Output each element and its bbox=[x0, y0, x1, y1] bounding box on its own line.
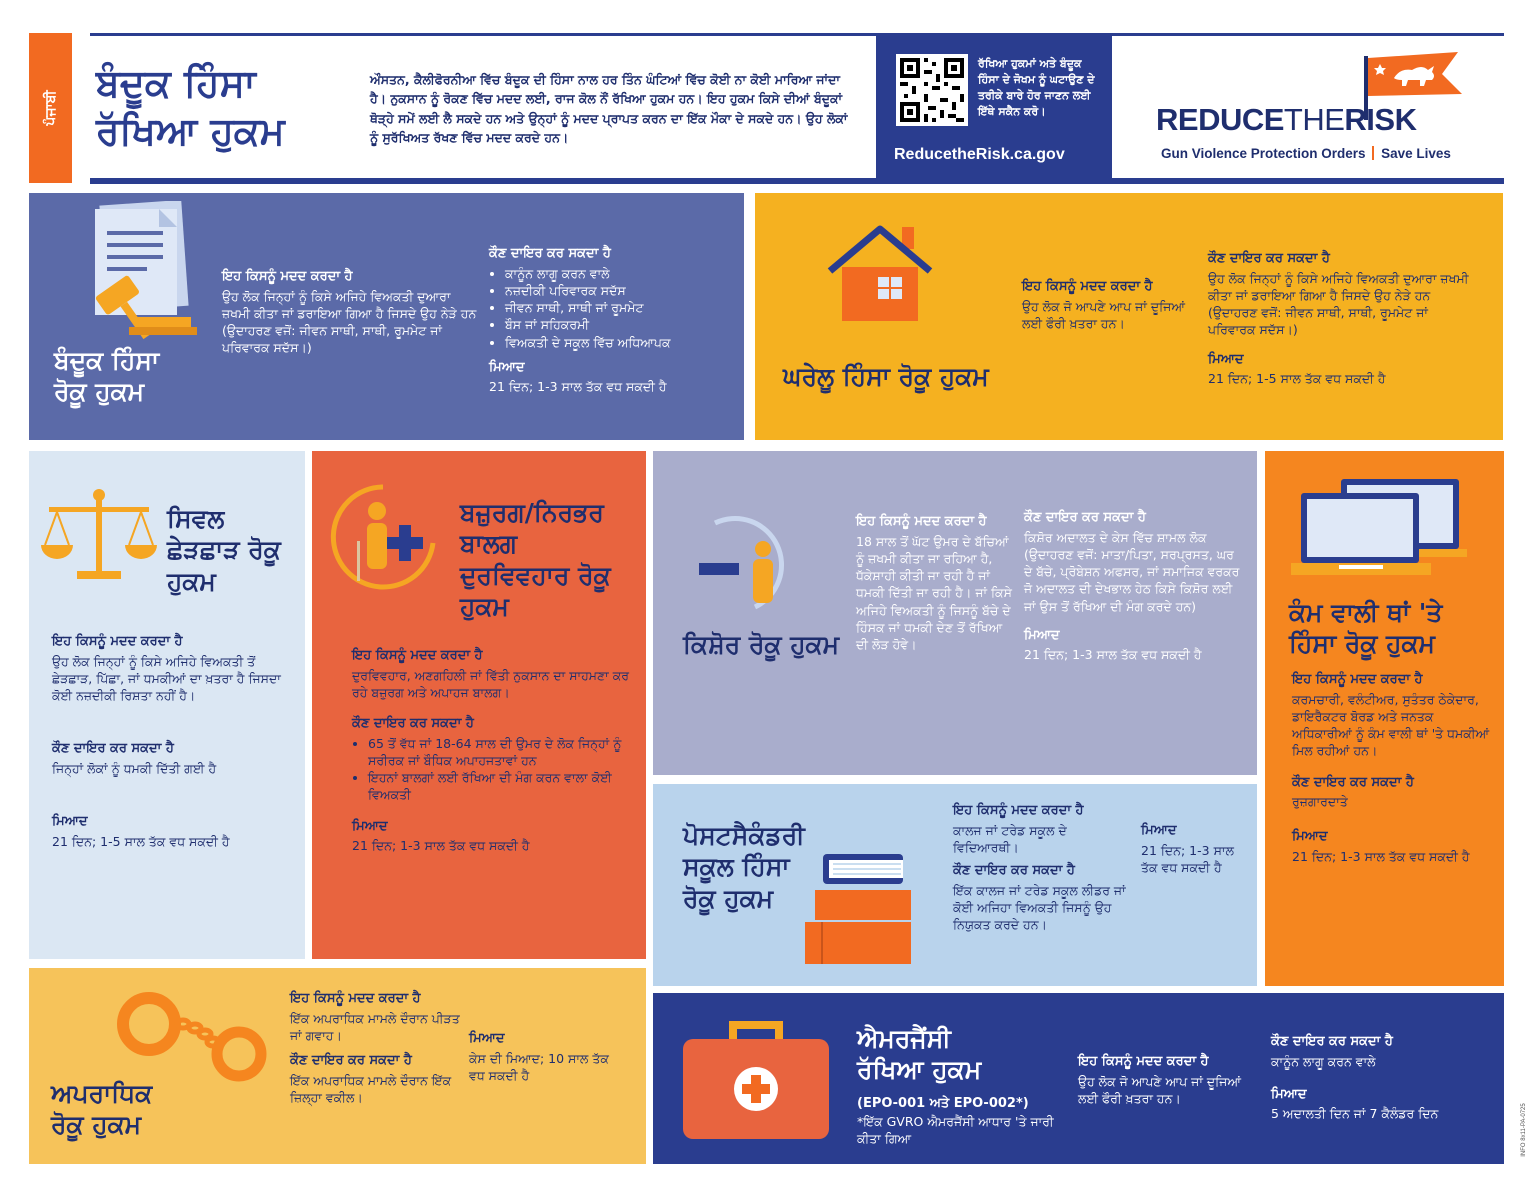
first-aid-kit-icon bbox=[681, 1015, 831, 1145]
house-icon bbox=[820, 223, 940, 323]
site-url-link[interactable]: ReducetheRisk.ca.gov bbox=[894, 146, 1065, 163]
helps-label: ਇਹ ਕਿਸਨੂੰ ਮਦਦ ਕਰਦਾ ਹੈ bbox=[222, 269, 353, 284]
term-label: ਮਿਆਦ bbox=[52, 814, 88, 830]
intro-paragraph: ਔਸਤਨ, ਕੈਲੀਫੋਰਨੀਆ ਵਿੱਚ ਬੰਦੂਕ ਦੀ ਹਿੰਸਾ ਨਾਲ ਹਰ ਤਿੰਨ ਘੰਟਿਆਂ ਵਿੱਚ ਕੋਈ ਨਾ ਕੋਈ ਮਾਰਿਆ ਜਾਂਦਾ ਹੈ। ਨੁਕਸਾਨ ਨੂੰ ਰੋਕਣ ਵਿੱਚ ਮਦਦ ਲਈ, ਰਾਜ ਕੋਲ ਨੌਂ ਰੱਖਿਆ ਹੁਕਮ ਹਨ। ਇਹ ਹੁਕਮ ਕਿਸੇ ਦੀਆਂ ਬੰਦੂਕਾਂ ਥੋੜ੍ਹੇ ਸਮੇਂ ਲਈ ਲੈ ਸਕਦੇ ਹਨ ਅਤੇ ਉਨ੍ਹਾਂ ਨੂੰ ਮਦਦ ਪ੍ਰਾਪਤ ਕਰਨ ਦਾ ਇੱਕ ਮੌਕਾ ਦੇ ਸਕਦੇ ਹਨ। ਉਹ ਲੋਕਾਂ ਨੂੰ ਸੁਰੱਖਿਅਤ ਰੱਖਣ ਵਿੱਚ ਮਦਦ ਕਰਦੇ ਹਨ। bbox=[370, 72, 848, 146]
card-title-line1: ਬੰਦੂਕ ਹਿੰਸਾ bbox=[54, 346, 160, 375]
term-text: 21 ਦਿਨ; 1-3 ਸਾਲ ਤੱਕ ਵਧ ਸਕਦੀ ਹੈ bbox=[489, 379, 667, 395]
card-title-line3: ਦੁਰਵਿਵਹਾਰ ਰੋਕੂ bbox=[460, 560, 611, 590]
who-item: • ਇਹਨਾਂ ਬਾਲਗਾਂ ਲਈ ਰੱਖਿਆ ਦੀ ਮੰਗ ਕਰਨ ਵਾਲਾ ਕੋਈ ਵਿਅਕਤੀ bbox=[368, 769, 632, 804]
who-label: ਕੌਣ ਦਾਇਰ ਕਰ ਸਕਦਾ ਹੈ bbox=[1024, 510, 1146, 525]
helps-text: 18 ਸਾਲ ਤੋਂ ਘੱਟ ਉਮਰ ਦੇ ਬੱਚਿਆਂ ਨੂੰ ਜ਼ਖਮੀ ਕੀਤਾ ਜਾ ਰਹਿਆ ਹੈ, ਧੱਕੇਸ਼ਾਹੀ ਕੀਤੀ ਜਾ ਰਹੀ ਹੈ ਜਾਂ ਧਮਕੀ ਦਿੱਤੀ ਜਾ ਰਹੀ ਹੈ। ਜਾਂ ਕਿਸੇ ਅਜਿਹੇ ਵਿਅਕਤੀ ਨੂੰ ਜਿਸਨੂੰ ਬੱਚੇ ਦੇ ਹਿੰਸਕ ਜਾਂ ਧਮਕੀ ਦੇਣ ਤੋਂ ਰੱਖਿਆ ਦੀ ਲੋੜ ਹੋਵੇ। bbox=[856, 533, 1012, 653]
who-item: • ਜੀਵਨ ਸਾਥੀ, ਸਾਥੀ ਜਾਂ ਰੂਮਮੇਟ bbox=[505, 299, 734, 316]
helps-label: ਇਹ ਕਿਸਨੂੰ ਮਦਦ ਕਰਦਾ ਹੈ bbox=[953, 803, 1084, 818]
who-text: ਰੁਜ਼ਗਾਰਦਾਤੇ bbox=[1292, 794, 1348, 810]
epo-form-numbers: (EPO-001 ਅਤੇ EPO-002*) bbox=[857, 1096, 1029, 1111]
header-top-rule bbox=[90, 33, 1504, 36]
who-label: ਕੌਣ ਦਾਇਰ ਕਰ ਸਕਦਾ ਹੈ bbox=[1292, 774, 1414, 790]
term-label: ਮਿਆਦ bbox=[469, 1031, 505, 1046]
helps-text: ਇੱਕ ਅਪਰਾਧਿਕ ਮਾਮਲੇ ਦੌਰਾਨ ਪੀੜਤ ਜਾਂ ਗਵਾਹ। bbox=[290, 1010, 460, 1043]
elder-person-icon bbox=[327, 481, 447, 601]
page-title bbox=[96, 60, 346, 155]
helps-label: ਇਹ ਕਿਸਨੂੰ ਮਦਦ ਕਰਦਾ ਹੈ bbox=[1292, 672, 1423, 687]
term-text: ਕੇਸ ਦੀ ਮਿਆਦ; 10 ਸਾਲ ਤੱਕ ਵਧ ਸਕਦੀ ਹੈ bbox=[469, 1050, 609, 1083]
document-gavel-icon bbox=[69, 201, 199, 341]
card-title-line1: ਸਿਵਲ bbox=[167, 504, 225, 533]
card-title-line2: ਹਿੰਸਾ ਰੋਕੂ ਹੁਕਮ bbox=[1289, 629, 1436, 659]
who-text: ਇੱਕ ਅਪਰਾਧਿਕ ਮਾਮਲੇ ਦੌਰਾਨ ਇੱਕ ਜ਼ਿਲ੍ਹਾ ਵਕੀਲ। bbox=[290, 1072, 452, 1105]
epo-note: *ਇੱਕ GVRO ਐਮਰਜੈਂਸੀ ਆਧਾਰ 'ਤੇ ਜਾਰੀ ਕੀਤਾ ਗਿਆ bbox=[857, 1113, 1054, 1146]
card-title-line3: ਰੋਕੂ ਹੁਕਮ bbox=[683, 883, 774, 913]
page-title-line1: ਬੰਦੂਕ ਹਿੰਸਾ bbox=[96, 61, 256, 105]
card-title-line2: ਸਕੂਲ ਹਿੰਸਾ bbox=[683, 852, 790, 882]
logo-the: THE bbox=[1283, 102, 1345, 137]
header-bottom-rule bbox=[90, 178, 1504, 184]
card-title-line1: ਕੰਮ ਵਾਲੀ ਥਾਂ 'ਤੇ bbox=[1289, 598, 1443, 627]
who-item: • ਨਜ਼ਦੀਕੀ ਪਰਿਵਾਰਕ ਸਦੱਸ bbox=[505, 282, 734, 299]
term-text: 21 ਦਿਨ; 1-5 ਸਾਲ ਤੱਕ ਵਧ ਸਕਦੀ ਹੈ bbox=[52, 833, 230, 849]
language-tab bbox=[29, 33, 72, 183]
who-label: ਕੌਣ ਦਾਇਰ ਕਰ ਸਕਦਾ ਹੈ bbox=[953, 863, 1075, 879]
card-title-line2: ਰੋਕੂ ਹੁਕਮ bbox=[51, 1110, 142, 1140]
card-title-line1: ਅਪਰਾਧਿਕ bbox=[51, 1079, 153, 1108]
who-item: • 65 ਤੋਂ ਵੱਧ ਜਾਂ 18-64 ਸਾਲ ਦੀ ਉਮਰ ਦੇ ਲੋਕ ਜਿਨ੍ਹਾਂ ਨੂੰ ਸਰੀਰਕ ਜਾਂ ਬੌਧਿਕ ਅਪਾਹਜਤਾਵਾਂ ਹਨ bbox=[368, 735, 632, 770]
term-label: ਮਿਆਦ bbox=[352, 818, 388, 834]
reduce-the-risk-logo bbox=[1150, 46, 1480, 176]
who-label: ਕੌਣ ਦਾਇਰ ਕਰ ਸਕਦਾ ਹੈ bbox=[352, 716, 474, 732]
helps-label: ਇਹ ਕਿਸਨੂੰ ਮਦਦ ਕਰਦਾ ਹੈ bbox=[1078, 1054, 1209, 1069]
term-text: 21 ਦਿਨ; 1-5 ਸਾਲ ਤੱਕ ਵਧ ਸਕਦੀ ਹੈ bbox=[1208, 371, 1386, 387]
card-title-line2: ਛੇੜਛਾੜ ਰੋਕੂ bbox=[167, 535, 281, 565]
helps-text: ਦੁਰਵਿਵਹਾਰ, ਅਣਗਹਿਲੀ ਜਾਂ ਵਿੱਤੀ ਨੁਕਸਾਨ ਦਾ ਸਾਹਮਣਾ ਕਰ ਰਹੇ ਬਜ਼ੁਰਗ ਅਤੇ ਅਪਾਹਜ ਬਾਲਗ। bbox=[352, 667, 629, 700]
card-emergency-protective-order bbox=[653, 993, 1504, 1164]
logo-reduce: REDUCE bbox=[1156, 102, 1284, 137]
card-title-line2: ਰੋਕੂ ਹੁਕਮ bbox=[54, 377, 145, 407]
who-label: ਕੌਣ ਦਾਇਰ ਕਰ ਸਕਦਾ ਹੈ bbox=[52, 741, 174, 757]
term-label: ਮਿਆਦ bbox=[489, 359, 525, 375]
card-title-line2: ਬਾਲਗ bbox=[460, 529, 518, 559]
laptops-icon bbox=[1285, 475, 1485, 585]
card-title-line1: ਪੋਸਟਸੈਕੰਡਰੀ bbox=[683, 821, 805, 850]
language-tab-label: ਪੰਜਾਬੀ bbox=[42, 90, 59, 126]
term-text: 21 ਦਿਨ; 1-3 ਸਾਲ ਤੱਕ ਵਧ ਸਕਦੀ ਹੈ bbox=[1292, 848, 1470, 864]
card-workplace-violence-restraining-order bbox=[1265, 451, 1504, 986]
logo-tagline-left: Gun Violence Protection Orders bbox=[1161, 146, 1366, 161]
term-text: 21 ਦਿਨ; 1-3 ਸਾਲ ਤੱਕ ਵਧ ਸਕਦੀ ਹੈ bbox=[1141, 842, 1234, 875]
scales-icon bbox=[39, 487, 159, 587]
card-postsecondary-school-violence-restraining-order bbox=[653, 784, 1257, 986]
books-icon bbox=[803, 852, 923, 972]
helps-label: ਇਹ ਕਿਸਨੂੰ ਮਦਦ ਕਰਦਾ ਹੈ bbox=[856, 514, 987, 529]
who-text: ਜਿਨ੍ਹਾਂ ਲੋਕਾਂ ਨੂੰ ਧਮਕੀ ਦਿੱਤੀ ਗਈ ਹੈ bbox=[52, 760, 217, 776]
card-criminal-protective-order bbox=[29, 968, 646, 1164]
card-title-line4: ਹੁਕਮ bbox=[460, 591, 509, 621]
who-item: • ਵਿਅਕਤੀ ਦੇ ਸਕੂਲ ਵਿੱਚ ਅਧਿਆਪਕ bbox=[505, 334, 734, 351]
logo-risk: RISK bbox=[1344, 102, 1417, 137]
card-title: ਕਿਸ਼ੋਰ ਰੋਕੂ ਹੁਕਮ bbox=[683, 630, 840, 659]
helps-text: ਉਹ ਲੋਕ ਜਿਨ੍ਹਾਂ ਨੂੰ ਕਿਸੇ ਅਜਿਹੇ ਵਿਅਕਤੀ ਦੁਆਰਾ ਜ਼ਖਮੀ ਕੀਤਾ ਜਾਂ ਡਰਾਇਆ ਗਿਆ ਹੈ ਜਿਸਦੇ ਉਹ ਨੇੜੇ ਹਨ (ਉਦਾਹਰਣ ਵਜੋਂ: ਜੀਵਨ ਸਾਥੀ, ਸਾਥੀ, ਰੂਮਮੇਟ ਜਾਂ ਪਰਿਵਾਰਕ ਸਦੱਸ।) bbox=[222, 288, 477, 356]
helps-text: ਕਰਮਚਾਰੀ, ਵਲੰਟੀਅਰ, ਸੁਤੰਤਰ ਠੇਕੇਦਾਰ, ਡਾਇਰੈਕਟਰ ਬੋਰਡ ਅਤੇ ਜਨਤਕ ਅਧਿਕਾਰੀਆਂ ਨੂੰ ਕੰਮ ਵਾਲੀ ਥਾਂ 'ਤੇ ਧਮਕੀਆਂ ਮਿਲ ਰਹੀਆਂ ਹਨ। bbox=[1292, 691, 1490, 759]
page-title-line2: ਰੱਖਿਆ ਹੁਕਮ bbox=[96, 108, 285, 153]
who-label: ਕੌਣ ਦਾਇਰ ਕਰ ਸਕਦਾ ਹੈ bbox=[290, 1053, 412, 1069]
card-juvenile-restraining-order bbox=[653, 451, 1257, 775]
juvenile-person-icon bbox=[695, 493, 795, 613]
term-text: 21 ਦਿਨ; 1-3 ਸਾਲ ਤੱਕ ਵਧ ਸਕਦੀ ਹੈ bbox=[1024, 647, 1202, 663]
document-code bbox=[1518, 1100, 1530, 1160]
who-label: ਕੌਣ ਦਾਇਰ ਕਰ ਸਕਦਾ ਹੈ bbox=[1208, 251, 1330, 266]
logo-tagline-right: Save Lives bbox=[1381, 146, 1451, 161]
helps-text: ਉਹ ਲੋਕ ਜੋ ਆਪਣੇ ਆਪ ਜਾਂ ਦੂਜਿਆਂ ਲਈ ਫੌਰੀ ਖ਼ਤਰਾ ਹਨ। bbox=[1022, 298, 1185, 331]
helps-label: ਇਹ ਕਿਸਨੂੰ ਮਦਦ ਕਰਦਾ ਹੈ bbox=[290, 991, 421, 1006]
who-text: ਕਿਸ਼ੋਰ ਅਦਾਲਤ ਦੇ ਕੇਸ ਵਿੱਚ ਸ਼ਾਮਲ ਲੋਕ (ਉਦਾਹਰਣ ਵਜੋਂ: ਮਾਤਾ/ਪਿਤਾ, ਸਰਪ੍ਰਸਤ, ਘਰ ਦੇ ਬੱਚੇ, ਪ੍ਰੋਬੇਸ਼ਨ ਅਫਸਰ, ਜਾਂ ਸਮਾਜਿਕ ਵਰਕਰ ਜੋ ਅਦਾਲਤ ਦੀ ਦੇਖਭਾਲ ਹੇਠ ਕਿਸੇ ਕਿਸ਼ੋਰ ਲਈ ਜਾਂ ਉਸ ਤੋਂ ਰੱਖਿਆ ਦੀ ਮੰਗ ਕਰਦੇ ਹਨ) bbox=[1024, 529, 1240, 614]
card-civil-harassment-restraining-order bbox=[29, 451, 305, 959]
card-title-line1: ਬਜ਼ੁਰਗ/ਨਿਰਭਰ bbox=[460, 498, 604, 527]
term-label: ਮਿਆਦ bbox=[1271, 1086, 1307, 1102]
term-text: 5 ਅਦਾਲਤੀ ਦਿਨ ਜਾਂ 7 ਕੈਲੰਡਰ ਦਿਨ bbox=[1271, 1106, 1439, 1122]
term-label: ਮਿਆਦ bbox=[1024, 627, 1060, 643]
card-title-line1: ਐਮਰਜੈਂਸੀ bbox=[857, 1024, 951, 1053]
logo-tagline-divider bbox=[1372, 146, 1374, 160]
who-label: ਕੌਣ ਦਾਇਰ ਕਰ ਸਕਦਾ ਹੈ bbox=[1271, 1034, 1393, 1049]
qr-panel bbox=[876, 36, 1112, 178]
helps-label: ਇਹ ਕਿਸਨੂੰ ਮਦਦ ਕਰਦਾ ਹੈ bbox=[1022, 279, 1153, 294]
card-title: ਘਰੇਲੂ ਹਿੰਸਾ ਰੋਕੂ ਹੁਕਮ bbox=[783, 362, 989, 391]
who-text: ਕਾਨੂੰਨ ਲਾਗੂ ਕਰਨ ਵਾਲੇ bbox=[1271, 1053, 1376, 1069]
qr-code-icon[interactable] bbox=[896, 54, 968, 126]
term-label: ਮਿਆਦ bbox=[1292, 829, 1328, 845]
document-code-text: INFO 8x11-PA-0725 bbox=[1521, 1103, 1527, 1157]
card-title-line2: ਰੱਖਿਆ ਹੁਕਮ bbox=[857, 1055, 982, 1085]
who-item: • ਕਾਨੂੰਨ ਲਾਗੂ ਕਰਨ ਵਾਲੇ bbox=[505, 265, 734, 282]
who-text: ਉਹ ਲੋਕ ਜਿਨ੍ਹਾਂ ਨੂੰ ਕਿਸੇ ਅਜਿਹੇ ਵਿਅਕਤੀ ਦੁਆਰਾ ਜ਼ਖਮੀ ਕੀਤਾ ਜਾਂ ਡਰਾਇਆ ਗਿਆ ਹੈ ਜਿਸਦੇ ਉਹ ਨੇੜੇ ਹਨ (ਉਦਾਹਰਣ ਵਜੋਂ: ਜੀਵਨ ਸਾਥੀ, ਸਾਥੀ, ਰੂਮਮੇਟ ਜਾਂ ਪਰਿਵਾਰਕ ਸਦੱਸ।) bbox=[1208, 270, 1469, 338]
who-label: ਕੌਣ ਦਾਇਰ ਕਰ ਸਕਦਾ ਹੈ bbox=[489, 246, 611, 261]
card-title-line3: ਹੁਕਮ bbox=[167, 566, 216, 596]
helps-text: ਕਾਲਜ ਜਾਂ ਟਰੇਡ ਸਕੂਲ ਦੇ ਵਿਦਿਆਰਥੀ। bbox=[953, 822, 1067, 855]
who-text: ਇੱਕ ਕਾਲਜ ਜਾਂ ਟਰੇਡ ਸਕੂਲ ਲੀਡਰ ਜਾਂ ਕੋਈ ਅਜਿਹਾ ਵਿਅਕਤੀ ਜਿਸਨੂੰ ਉਹ ਨਿਯੁਕਤ ਕਰਦੇ ਹਨ। bbox=[953, 882, 1126, 933]
term-text: 21 ਦਿਨ; 1-3 ਸਾਲ ਤੱਕ ਵਧ ਸਕਦੀ ਹੈ bbox=[352, 838, 530, 854]
helps-label: ਇਹ ਕਿਸਨੂੰ ਮਦਦ ਕਰਦਾ ਹੈ bbox=[352, 648, 483, 663]
card-domestic-violence-restraining-order bbox=[755, 193, 1503, 440]
handcuffs-icon bbox=[109, 984, 269, 1084]
qr-instructions: ਰੱਖਿਆ ਹੁਕਮਾਂ ਅਤੇ ਬੰਦੂਕ ਹਿੰਸਾ ਦੇ ਜੋਖਮ ਨੂੰ ਘਟਾਉਣ ਦੇ ਤਰੀਕੇ ਬਾਰੇ ਹੋਰ ਜਾਣਨ ਲਈ ਇੱਥੇ ਸਕੈਨ ਕਰੋ। bbox=[978, 57, 1095, 118]
card-elder-dependent-adult-abuse-restraining-order bbox=[312, 451, 646, 959]
term-label: ਮਿਆਦ bbox=[1141, 823, 1177, 838]
helps-label: ਇਹ ਕਿਸਨੂੰ ਮਦਦ ਕਰਦਾ ਹੈ bbox=[52, 634, 183, 649]
who-item: • ਬੌਸ ਜਾਂ ਸਹਿਕਰਮੀ bbox=[505, 316, 734, 333]
helps-text: ਉਹ ਲੋਕ ਜਿਨ੍ਹਾਂ ਨੂੰ ਕਿਸੇ ਅਜਿਹੇ ਵਿਅਕਤੀ ਤੋਂ ਛੇੜਛਾੜ, ਪਿੱਛਾ, ਜਾਂ ਧਮਕੀਆਂ ਦਾ ਖ਼ਤਰਾ ਹੈ ਜਿਸਦਾ ਕੋਈ ਨਜ਼ਦੀਕੀ ਰਿਸ਼ਤਾ ਨਹੀਂ ਹੈ। bbox=[52, 653, 281, 704]
card-gun-violence-restraining-order bbox=[29, 193, 744, 440]
helps-text: ਉਹ ਲੋਕ ਜੋ ਆਪਣੇ ਆਪ ਜਾਂ ਦੂਜਿਆਂ ਲਈ ਫੌਰੀ ਖ਼ਤਰਾ ਹਨ। bbox=[1078, 1073, 1241, 1106]
term-label: ਮਿਆਦ bbox=[1208, 351, 1244, 367]
